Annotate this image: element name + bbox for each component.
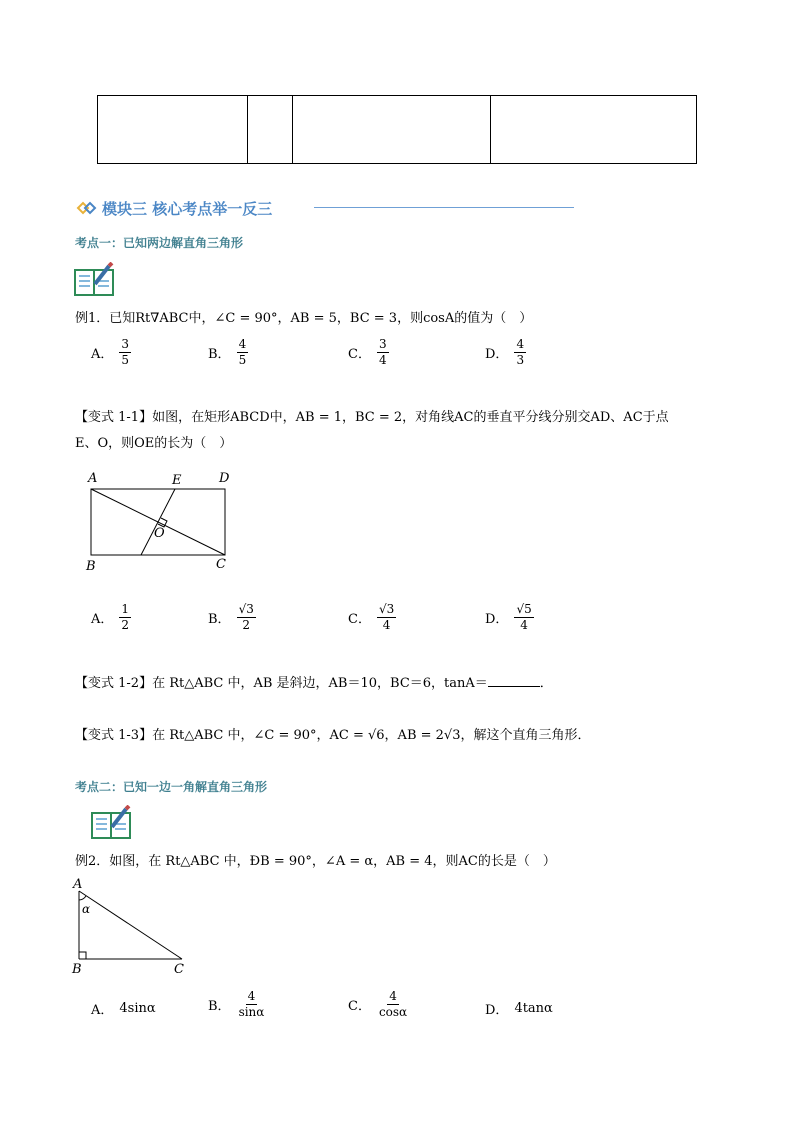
fraction — [237, 602, 256, 633]
example-2-question: 例2．如图，在 Rt△ABC 中，ÐB = 90°，∠A = α，AB = 4，则AC的长是（ ） — [75, 854, 556, 869]
label-b: B — [86, 559, 96, 574]
numerator: 3 — [378, 337, 387, 351]
numerator: √5 — [516, 602, 532, 616]
label-b: B — [72, 962, 82, 977]
kp1-title: 考点一：已知两边解直角三角形 — [75, 236, 244, 250]
option-text: 4tanα — [514, 1001, 553, 1016]
kp2-title: 考点二：已知一边一角解直角三角形 — [75, 780, 268, 794]
variant-1-1-line2: E、O，则OE的长为（ ） — [75, 436, 233, 451]
denominator: sinα — [238, 1005, 265, 1019]
option-text: 4sinα — [119, 1001, 156, 1016]
numerator: 3 — [121, 337, 130, 351]
variant-1-2 — [75, 672, 553, 691]
ex2-option-c — [348, 989, 409, 1020]
option-label: C． — [348, 999, 371, 1014]
fraction — [514, 602, 533, 633]
table-cell — [248, 96, 293, 164]
denominator: 4 — [378, 353, 387, 367]
label-a: A — [88, 471, 98, 486]
label-c: C — [216, 557, 226, 572]
book-pen-icon — [73, 262, 117, 298]
table-cell — [293, 96, 491, 164]
denominator: 5 — [238, 353, 247, 367]
label-a: A — [73, 877, 83, 892]
denominator: 2 — [242, 618, 251, 632]
denominator: 5 — [121, 353, 130, 367]
option-label: C． — [348, 612, 371, 627]
label-alpha: α — [82, 902, 91, 916]
book-pen-icon — [90, 805, 134, 841]
fraction — [377, 989, 409, 1020]
module-heading — [76, 198, 272, 218]
ex2-option-d — [485, 999, 553, 1018]
option-label: B． — [208, 612, 231, 627]
option-label: B． — [208, 999, 231, 1014]
answer-blank[interactable] — [488, 674, 540, 687]
double-diamond-icon — [76, 201, 98, 215]
option-label: B． — [208, 347, 231, 362]
variant-1-3: 【变式 1-3】在 Rt△ABC 中，∠C = 90°，AC = √6，AB = 2√3，解这个直角三角形． — [75, 728, 591, 743]
option-label: D． — [485, 347, 509, 362]
denominator: cosα — [378, 1005, 408, 1019]
label-o: O — [154, 526, 165, 541]
denominator: 2 — [121, 618, 130, 632]
module-title: 模块三 核心考点举一反三 — [102, 199, 273, 218]
v11-option-d — [485, 602, 534, 633]
fraction — [119, 602, 131, 633]
option-label: A． — [91, 612, 114, 627]
numerator: 4 — [516, 337, 525, 351]
ex1-option-a — [91, 337, 131, 368]
fraction — [237, 989, 267, 1020]
option-label: A． — [91, 1003, 114, 1018]
ex1-option-d — [485, 337, 526, 368]
option-label: D． — [485, 1003, 509, 1018]
fraction — [377, 602, 396, 633]
ex2-option-a — [91, 999, 156, 1018]
sentence-end: ． — [539, 676, 553, 691]
numerator: 1 — [121, 602, 130, 616]
v11-option-a — [91, 602, 131, 633]
fraction — [237, 337, 249, 368]
option-label: D． — [485, 612, 509, 627]
numerator: 4 — [238, 337, 247, 351]
numerator: 4 — [247, 989, 256, 1003]
v11-option-b — [208, 602, 256, 633]
numerator: √3 — [378, 602, 395, 616]
denominator: 4 — [520, 618, 528, 632]
variant-1-2-text: 【变式 1-2】在 Rt△ABC 中，AB 是斜边，AB＝10，BC＝6，tanA＝ — [75, 676, 488, 691]
example-1-question: 例1．已知Rt∇ABC中，∠C = 90°，AB = 5，BC = 3，则cosA的值为（ ） — [75, 311, 533, 326]
option-label: A． — [91, 347, 114, 362]
fraction — [377, 337, 389, 368]
top-table — [97, 95, 697, 164]
table-cell — [98, 96, 248, 164]
label-d: D — [219, 471, 230, 486]
ex2-option-b — [208, 989, 266, 1020]
denominator: 4 — [382, 618, 391, 632]
rectangle-figure — [80, 470, 240, 570]
ex1-option-c — [348, 337, 389, 368]
option-label: C． — [348, 347, 371, 362]
label-c: C — [174, 962, 184, 977]
v11-option-c — [348, 602, 396, 633]
ex1-option-b — [208, 337, 248, 368]
variant-1-1-line1: 【变式 1-1】如图，在矩形ABCD中，AB = 1，BC = 2，对角线AC的垂直平分线分别交AD、AC于点 — [75, 410, 669, 425]
fraction — [514, 337, 526, 368]
numerator: 4 — [389, 989, 397, 1003]
right-triangle-figure — [70, 880, 190, 970]
table-cell — [491, 96, 697, 164]
module-divider — [314, 207, 574, 208]
fraction — [119, 337, 131, 368]
denominator: 3 — [516, 353, 525, 367]
numerator: √3 — [238, 602, 254, 616]
label-e: E — [172, 473, 182, 488]
